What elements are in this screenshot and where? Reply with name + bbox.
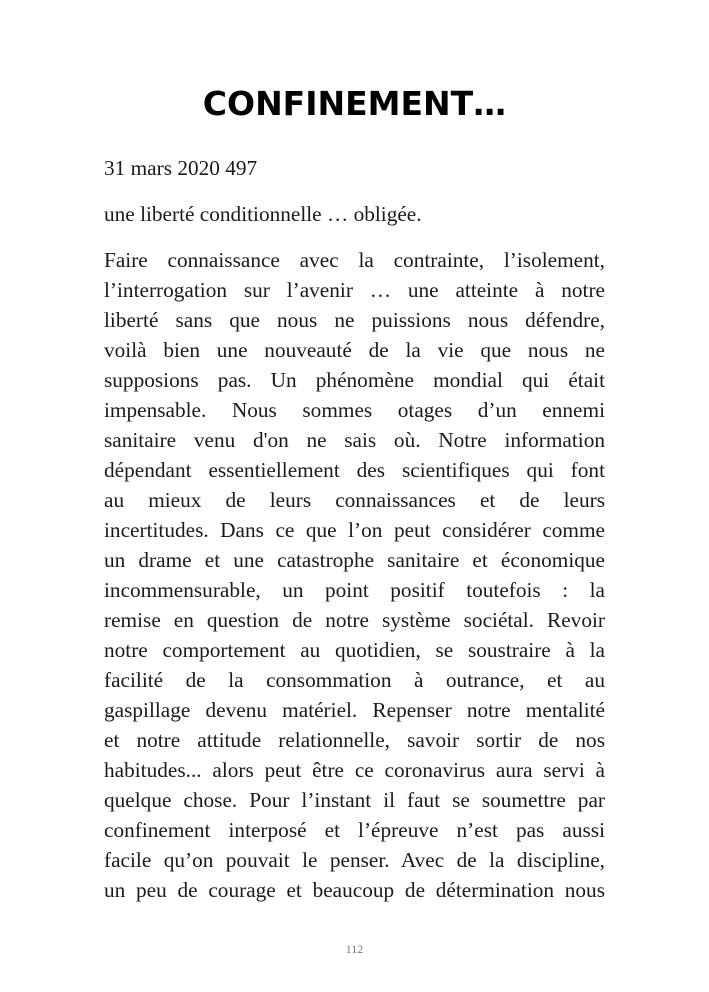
body-line: supposions pas. Un phénomène mondial qui était: [104, 368, 605, 392]
body-line: un peu de courage et beaucoup de détermination nous: [104, 878, 605, 902]
entry-date: 31 mars 2020 497: [104, 156, 258, 180]
body-line: gaspillage devenu matériel. Repenser notre mentalité: [104, 698, 605, 722]
body-line: notre comportement au quotidien, se soustraire à la: [104, 638, 605, 662]
entry-subtitle: une liberté conditionnelle … obligée.: [104, 202, 422, 226]
body-line: facile qu’on pouvait le penser. Avec de la discipline,: [104, 848, 605, 872]
body-line: liberté sans que nous ne puissions nous défendre,: [104, 308, 605, 332]
body-paragraph: [104, 245, 605, 905]
body-line: voilà bien une nouveauté de la vie que nous ne: [104, 338, 605, 362]
body-line: remise en question de notre système sociétal. Revoir: [104, 608, 605, 632]
body-line: confinement interposé et l’épreuve n’est pas aussi: [104, 818, 605, 842]
page-number: 112: [345, 942, 364, 956]
body-line: un drame et une catastrophe sanitaire et économique: [104, 548, 605, 572]
body-line: quelque chose. Pour l’instant il faut se soumettre par: [104, 788, 605, 812]
body-line: dépendant essentiellement des scientifiques qui font: [104, 458, 605, 482]
body-line: Faire connaissance avec la contrainte, l’isolement,: [104, 248, 605, 272]
body-line: habitudes... alors peut être ce coronavirus aura servi à: [104, 758, 605, 782]
body-line: incertitudes. Dans ce que l’on peut considérer comme: [104, 518, 605, 542]
body-line: l’interrogation sur l’avenir … une atteinte à notre: [104, 278, 605, 302]
body-line: facilité de la consommation à outrance, et au: [104, 668, 605, 692]
page-title: CONFINEMENT…: [202, 84, 507, 123]
body-line: incommensurable, un point positif toutefois : la: [104, 578, 605, 602]
body-line: au mieux de leurs connaissances et de leurs: [104, 488, 605, 512]
body-line: sanitaire venu d'on ne sais où. Notre information: [104, 428, 605, 452]
body-line: et notre attitude relationnelle, savoir sortir de nos: [104, 728, 605, 752]
body-line: impensable. Nous sommes otages d’un ennemi: [104, 398, 605, 422]
